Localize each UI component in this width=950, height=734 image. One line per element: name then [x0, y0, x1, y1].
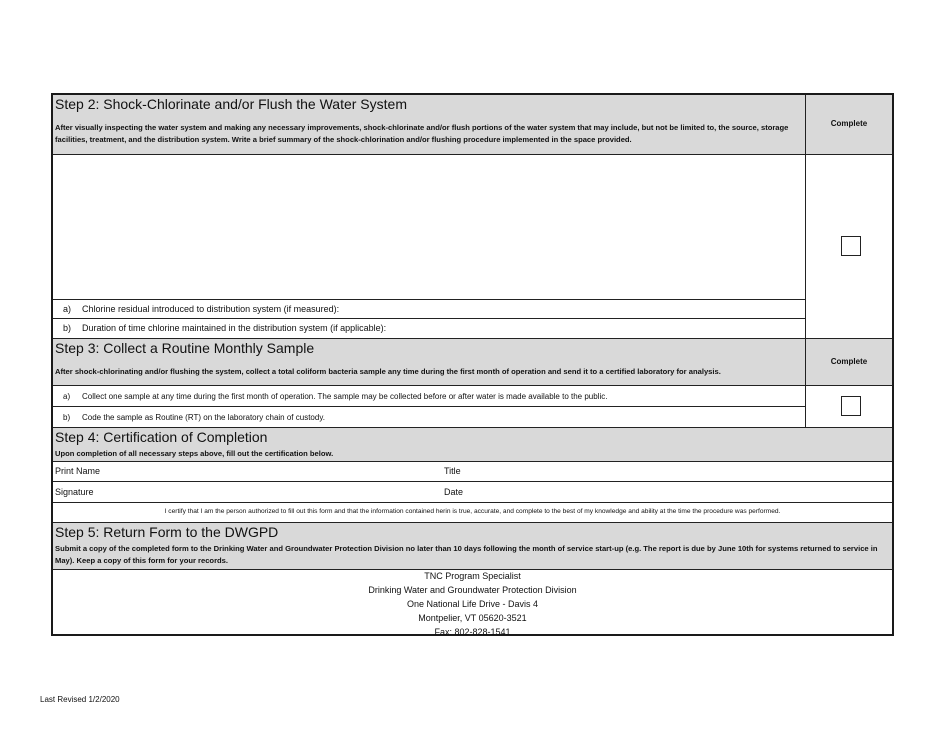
signature-label: Signature: [55, 487, 94, 497]
certification-statement: I certify that I am the person authorized to fill out this form and that the information contained herin is true, accurate, and complete to the best of my knowledge and ability at the time the procedure was performed.: [164, 508, 781, 515]
step2-complete-label: Complete: [830, 119, 868, 128]
step2-title: Step 2: Shock-Chlorinate and/or Flush the Water System: [55, 96, 407, 112]
divider: [53, 502, 892, 503]
step2-item-a-marker: a): [63, 304, 72, 314]
divider: [53, 318, 805, 319]
step2-summary-field[interactable]: [53, 155, 805, 299]
step3-item-a-marker: a): [63, 392, 71, 401]
address-line-recipient: TNC Program Specialist: [424, 571, 521, 581]
step3-item-a-label: Collect one sample at any time during the first month of operation. The sample may be collected before or after water is made available to the public.: [82, 392, 608, 401]
step3-item-b-marker: b): [63, 413, 71, 422]
step2-complete-checkbox[interactable]: [841, 236, 861, 256]
divider: [53, 406, 805, 407]
last-revised: Last Revised 1/2/2020: [40, 695, 120, 704]
divider: [53, 385, 892, 386]
address-line-fax: Fax: 802-828-1541: [434, 627, 511, 637]
step3-complete-checkbox[interactable]: [841, 396, 861, 416]
address-line-city: Montpelier, VT 05620-3521: [418, 613, 527, 623]
water-system-form: [51, 93, 894, 636]
step5-title: Step 5: Return Form to the DWGPD: [55, 524, 279, 540]
divider: [53, 522, 892, 523]
step3-description: After shock-chlorinating and/or flushing the system, collect a total coliform bacteria sample any time during the first month of operation and send it to a certified laboratory for analysis.: [55, 367, 721, 376]
date-label: Date: [444, 487, 464, 497]
divider: [53, 154, 892, 155]
signature-field[interactable]: [113, 483, 433, 502]
step3-item-b-label: Code the sample as Routine (RT) on the laboratory chain of custody.: [82, 413, 325, 422]
step4-description: Upon completion of all necessary steps above, fill out the certification below.: [55, 449, 334, 458]
divider: [53, 481, 892, 482]
step4-title: Step 4: Certification of Completion: [55, 429, 268, 445]
step2-item-a-label: Chlorine residual introduced to distribution system (if measured):: [82, 304, 340, 314]
step3-complete-label: Complete: [830, 357, 868, 366]
step2-item-b-label: Duration of time chlorine maintained in the distribution system (if applicable):: [82, 323, 387, 333]
step3-title: Step 3: Collect a Routine Monthly Sample: [55, 340, 315, 356]
date-field[interactable]: [483, 483, 888, 502]
address-line-division: Drinking Water and Groundwater Protection Division: [368, 585, 577, 595]
step5-description: Submit a copy of the completed form to the Drinking Water and Groundwater Protection Division no later than 10 days following the month of service start-up (e.g. The report is due by June 10th for systems returned to service in May). Keep a copy of this form for your records.: [55, 544, 878, 565]
title-label: Title: [444, 466, 461, 476]
divider: [53, 338, 892, 339]
divider: [53, 461, 892, 462]
divider: [53, 569, 892, 570]
divider: [53, 299, 805, 300]
print-name-label: Print Name: [55, 466, 101, 476]
divider: [53, 427, 892, 428]
step2-item-b-marker: b): [63, 323, 72, 333]
step2-description: After visually inspecting the water system and making any necessary improvements, shock-chlorinate and/or flush portions of the water system that may include, but not be limited to, the source, storage facilities, treatment, and the distribution system. Write a brief summary of the shock-chlorination and/or flushing procedure implemented in the space provided.: [55, 123, 789, 144]
address-line-street: One National Life Drive - Davis 4: [406, 599, 539, 609]
complete-column-divider: [805, 95, 806, 428]
title-field[interactable]: [483, 462, 888, 481]
print-name-field[interactable]: [113, 462, 433, 481]
